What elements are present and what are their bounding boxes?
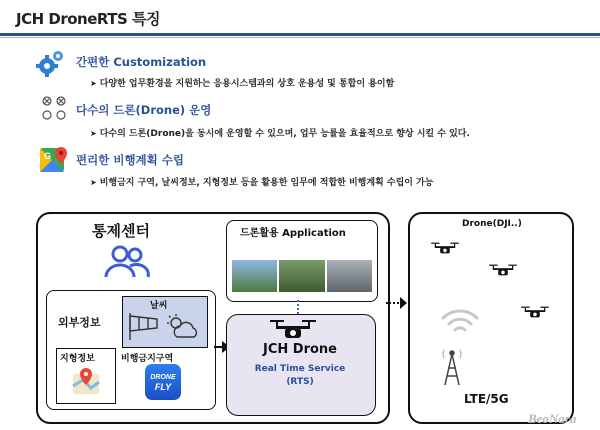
feature-title-flight-plan: 편리한 비행계획 수립	[76, 153, 184, 167]
no-fly-zone-label: 비행금지구역	[121, 354, 174, 364]
drone-icon	[268, 318, 318, 344]
app-photo-2	[279, 260, 324, 292]
arrow-bullet-icon: ➤	[90, 178, 97, 187]
google-maps-icon	[40, 146, 68, 178]
svg-text:G: G	[44, 151, 52, 161]
rts-title: JCH Drone	[263, 342, 337, 357]
watermark-logo: BeoNara	[528, 411, 577, 426]
control-center-label: 통제센터	[92, 222, 150, 240]
users-icon	[100, 244, 152, 284]
application-images	[232, 260, 372, 292]
rts-subtitle-2: (RTS)	[286, 377, 314, 387]
drone-icon	[520, 304, 550, 323]
weather-label: 날씨	[150, 301, 168, 311]
arrow-bullet-icon: ➤	[90, 129, 97, 138]
cell-tower-icon	[432, 346, 472, 390]
network-label: LTE/5G	[464, 392, 509, 406]
feature-desc-flight-plan: ➤ 비행금지 구역, 날씨정보, 지형정보 등을 활용한 임무에 적합한 비행계획 수립이 가능	[90, 178, 434, 188]
app-rts-connector	[297, 300, 299, 314]
network-connector-head	[400, 297, 407, 309]
drone-panel-label: Drone(DJI..)	[462, 219, 522, 229]
multi-drone-icon	[40, 94, 70, 128]
partly-cloudy-icon	[165, 313, 201, 345]
title-underline-thin	[0, 37, 600, 38]
app-photo-3	[327, 260, 372, 292]
page-title: JCH DroneRTS 특징	[16, 10, 160, 28]
external-info-label: 외부정보	[58, 316, 101, 329]
feature-title-customization: 간편한 Customization	[76, 55, 207, 69]
drone-icon	[430, 240, 460, 259]
map-pin-icon	[71, 366, 101, 400]
drone-icon	[488, 262, 518, 281]
feature-desc-multi-drone: ➤ 다수의 드론(Drone)을 동시에 운영할 수 있으며, 업무 능률을 효율적으로 향상 시킬 수 있다.	[90, 129, 470, 139]
gears-icon	[36, 48, 66, 82]
feature-title-multi-drone: 다수의 드론(Drone) 운영	[76, 103, 212, 117]
drone-fly-app-icon: DRONE FLY	[145, 364, 181, 400]
wifi-signal-icon	[440, 306, 480, 340]
app-photo-1	[232, 260, 277, 292]
windsock-icon	[127, 311, 163, 345]
terrain-label: 지형정보	[60, 354, 95, 364]
rts-subtitle: Real Time Service	[254, 364, 346, 374]
arrow-bullet-icon: ➤	[90, 79, 97, 88]
feature-desc-customization: ➤ 다양한 업무환경을 지원하는 응용시스템과의 상호 운용성 및 통합이 용이함	[90, 79, 395, 89]
title-underline	[0, 33, 600, 36]
application-label: 드론활용 Application	[240, 228, 346, 239]
